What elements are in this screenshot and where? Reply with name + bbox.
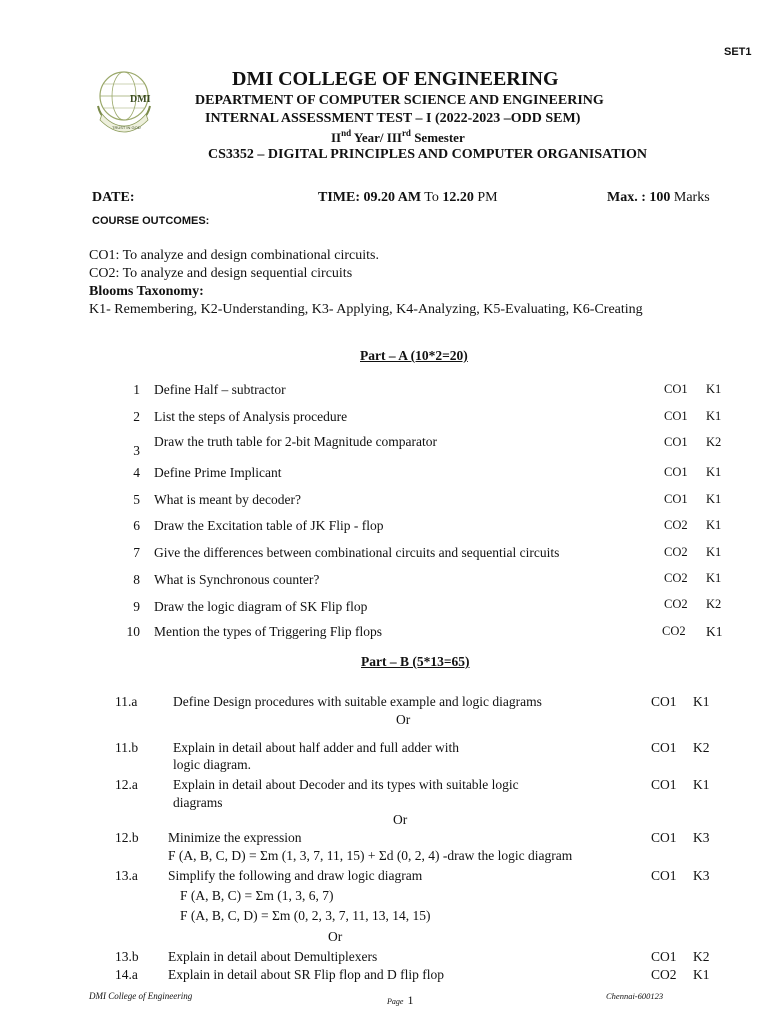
question-number: 12.b	[115, 830, 139, 845]
blooms-text: K1- Remembering, K2-Understanding, K3- Applying, K4-Analyzing, K5-Evaluating, K6-Creating	[89, 302, 643, 317]
test-title: INTERNAL ASSESSMENT TEST – I (2022-2023 –ODD SEM)	[205, 111, 581, 126]
question-number: 14.a	[115, 967, 138, 982]
question-text-continued: logic diagram.	[173, 757, 251, 772]
question-text: Draw the logic diagram of SK Flip flop	[154, 599, 368, 614]
set-label: SET1	[724, 46, 752, 58]
k-level: K1	[693, 694, 710, 709]
question-text: Explain in detail about half adder and full adder with	[173, 740, 460, 755]
question-number: 4	[133, 465, 140, 480]
footer-page: Page 1	[387, 993, 414, 1007]
question-text: Draw the truth table for 2-bit Magnitude comparator	[154, 434, 438, 449]
k-level: K1	[706, 571, 722, 585]
department-name: DEPARTMENT OF COMPUTER SCIENCE AND ENGINEERING	[195, 93, 604, 108]
college-name: DMI COLLEGE OF ENGINEERING	[232, 68, 559, 90]
co-label: CO1	[651, 830, 677, 845]
k-level: K1	[706, 492, 722, 506]
k-level: K2	[693, 949, 710, 964]
or-separator: Or	[328, 929, 343, 944]
k-level: K1	[693, 967, 710, 982]
question-number: 12.a	[115, 777, 138, 792]
k-level: K1	[706, 465, 722, 479]
co-label: CO2	[662, 624, 686, 638]
question-text-continued: diagrams	[173, 795, 223, 810]
question-number: 1	[133, 382, 140, 397]
question-number: 10	[126, 624, 140, 639]
k-level: K1	[706, 624, 723, 639]
question-number: 11.a	[115, 694, 138, 709]
question-text: Mention the types of Triggering Flip flops	[154, 624, 383, 639]
part-b-heading: Part – B (5*13=65)	[361, 654, 470, 669]
question-text: Give the differences between combinational circuits and sequential circuits	[154, 545, 560, 560]
question-expression: F (A, B, C, D) = Σm (0, 2, 3, 7, 11, 13, 14, 15)	[180, 908, 431, 923]
date-label: DATE:	[92, 190, 135, 205]
co-label: CO1	[664, 382, 688, 396]
part-a-heading: Part – A (10*2=20)	[360, 348, 468, 363]
co-label: CO1	[651, 868, 677, 883]
or-separator: Or	[396, 712, 411, 727]
year-semester: IInd Year/ IIIrd Semester	[331, 128, 465, 145]
question-number: 13.a	[115, 868, 138, 883]
co-label: CO1	[664, 435, 688, 449]
co-label: CO2	[664, 571, 688, 585]
or-separator: Or	[393, 812, 408, 827]
co-label: CO1	[664, 492, 688, 506]
co-label: CO1	[664, 409, 688, 423]
svg-text:DMI: DMI	[130, 94, 151, 105]
k-level: K1	[706, 545, 722, 559]
question-text: List the steps of Analysis procedure	[154, 409, 348, 424]
co1-text: CO1: To analyze and design combinational circuits.	[89, 248, 379, 263]
co-label: CO1	[664, 465, 688, 479]
question-text: What is Synchronous counter?	[154, 572, 320, 587]
k-level: K2	[693, 740, 710, 755]
question-text: Explain in detail about SR Flip flop and D flip flop	[168, 967, 444, 982]
svg-text:TRUST IN GOD: TRUST IN GOD	[112, 125, 141, 130]
course-title: CS3352 – DIGITAL PRINCIPLES AND COMPUTER ORGANISATION	[208, 147, 647, 162]
question-number: 5	[133, 492, 140, 507]
blooms-heading: Blooms Taxonomy:	[89, 284, 204, 299]
k-level: K1	[706, 382, 722, 396]
question-number: 11.b	[115, 740, 139, 755]
co2-text: CO2: To analyze and design sequential circuits	[89, 266, 353, 281]
co-label: CO2	[651, 967, 677, 982]
question-text: What is meant by decoder?	[154, 492, 301, 507]
co-label: CO2	[664, 545, 688, 559]
footer-college: DMI College of Engineering	[89, 991, 193, 1001]
k-level: K2	[706, 597, 722, 611]
question-text: Define Prime Implicant	[154, 465, 282, 480]
question-number: 3	[133, 443, 140, 458]
k-level: K2	[706, 435, 722, 449]
question-text: Define Half – subtractor	[154, 382, 286, 397]
question-number: 2	[133, 409, 140, 424]
question-text: Minimize the expression	[168, 830, 302, 845]
question-number: 7	[133, 545, 140, 560]
co-label: CO2	[664, 518, 688, 532]
question-text: Explain in detail about Demultiplexers	[168, 949, 378, 964]
question-expression: F (A, B, C, D) = Σm (1, 3, 7, 11, 15) + Σd (0, 2, 4) -draw the logic diagram	[168, 848, 573, 863]
question-number: 6	[133, 518, 140, 533]
question-number: 8	[133, 572, 140, 587]
question-text: Simplify the following and draw logic diagram	[168, 868, 423, 883]
college-logo	[92, 66, 156, 134]
co-label: CO1	[651, 777, 677, 792]
question-text: Explain in detail about Decoder and its types with suitable logic	[173, 777, 519, 792]
co-label: CO1	[651, 694, 677, 709]
co-label: CO1	[651, 740, 677, 755]
question-number: 9	[133, 599, 140, 614]
course-outcomes-heading: COURSE OUTCOMES:	[92, 215, 210, 227]
question-expression: F (A, B, C) = Σm (1, 3, 6, 7)	[180, 888, 334, 903]
question-text: Draw the Excitation table of JK Flip - flop	[154, 518, 384, 533]
k-level: K1	[693, 777, 710, 792]
max-marks: Max. : 100 Marks	[607, 190, 710, 205]
footer-location: Chennai-600123	[606, 991, 664, 1001]
co-label: CO2	[664, 597, 688, 611]
co-label: CO1	[651, 949, 677, 964]
k-level: K3	[693, 868, 710, 883]
question-number: 13.b	[115, 949, 139, 964]
time-info: TIME: 09.20 AM To 12.20 PM	[318, 190, 498, 205]
question-text: Define Design procedures with suitable example and logic diagrams	[173, 694, 542, 709]
k-level: K1	[706, 518, 722, 532]
k-level: K3	[693, 830, 710, 845]
k-level: K1	[706, 409, 722, 423]
